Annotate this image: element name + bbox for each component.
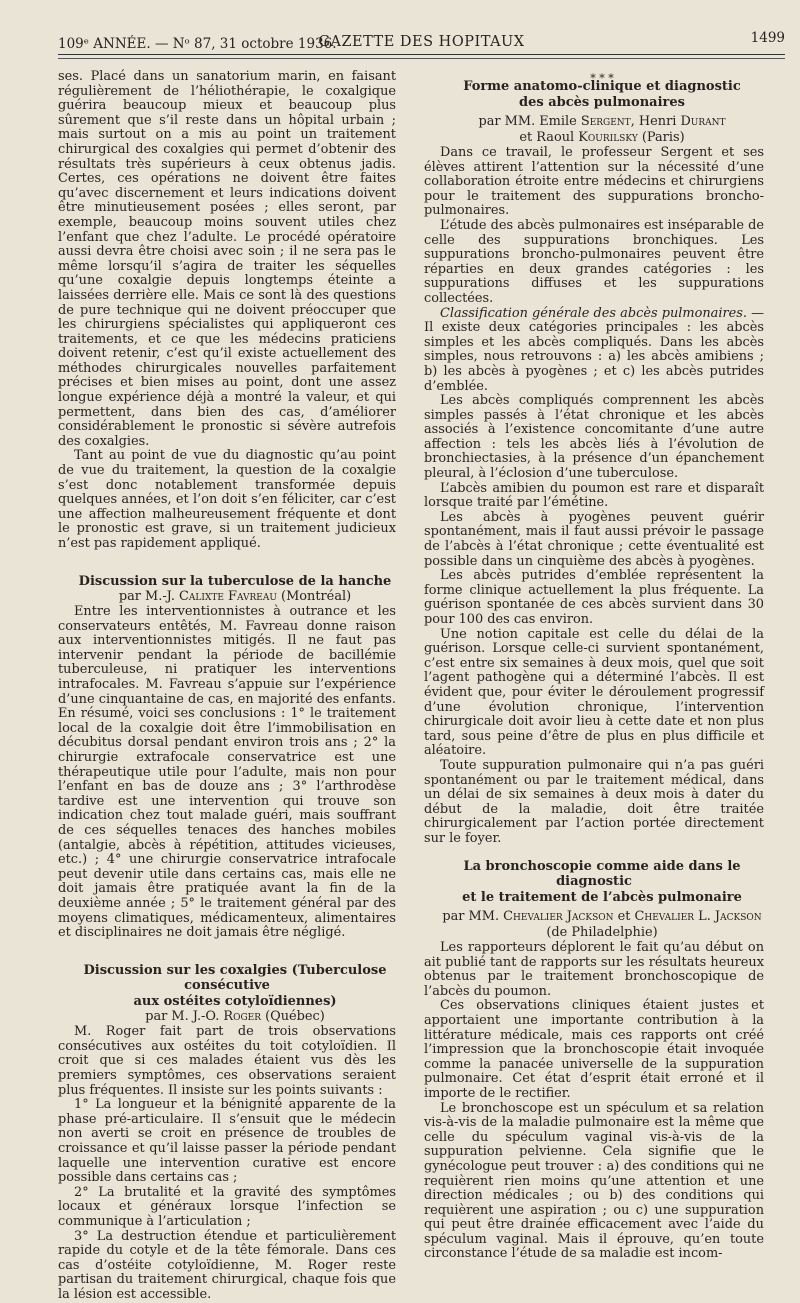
byline-separator: , Henri — [630, 114, 681, 129]
paragraph-text: — Il existe deux catégories principales : les abcès simples et les abcès compliqués. Dans les abcès simples, nous retrouvons : a) les abcès amibiens ; b) les abcès à pyogènes ; et c) les abcès putrides d’emblée. — [424, 305, 764, 394]
paragraph: Les abcès compliqués comprennent les abcès simples passés à l’état chronique et les abcès associés à l’existence concomitante d’une autre affection : tels les abcès liés à l’évolution de bronchiectasies, à la présence d’un épanchement pleural, à l’éclosion d’une tuberculose. — [424, 393, 764, 482]
journal-title: GAZETTE DES HOPITAUX — [318, 34, 525, 50]
section-title-line1: Discussion sur les coxalgies (Tuberculose consécutive — [83, 962, 387, 994]
section-title-line2: et le traitement de l’abcès pulmonaire — [462, 889, 742, 905]
page-header — [58, 28, 785, 54]
author-location: (Québec) — [261, 1009, 325, 1025]
page-number: 1499 — [750, 30, 785, 46]
paragraph — [424, 307, 764, 395]
paragraph: Une notion capitale est celle du délai de la guérison. Lorsque celle-ci survient spontanément, c’est entre six semaines à deux mois, quel que soit l’agent pathogène qui a déterminé l’abcès. Il est évident que, pour éviter le déroulement progressif d’une évolution chronique, l’intervention chirurgicale doit avoir lieu à cette date et non plus tard, sous peine d’être de plus en plus difficile et aléatoire. — [424, 626, 764, 759]
paragraph: M. Roger fait part de trois observations consécutives aux ostéites du toit cotyloïdien. Il croit que si ces malades étaient vus dès les premiers symptômes, ces observations seraient plus fréquentes. Il insiste sur les points suivants : — [58, 1024, 396, 1098]
paragraph: Les abcès à pyogènes peuvent guérir spontanément, mais il faut aussi prévoir le passage de l’abcès à l’état chronique ; cette éventualité est possible dans un cinquième des abcès à pyogènes. — [424, 509, 764, 569]
paragraph: L’étude des abcès pulmonaires est inséparable de celle des suppurations bronchiques. Les suppurations broncho-pulmonaires peuvent être réparties en deux grandes catégories : les suppurations diffuses et les suppurations collectées. — [424, 217, 764, 306]
author-name: Kourilsky — [578, 130, 638, 145]
byline-line1 — [424, 909, 764, 925]
paragraph: ses. Placé dans un sanatorium marin, en faisant régulièrement de l’héliothérapie, le coxalgique guérira beaucoup mieux et beaucoup plus sûrement que s’il reste dans un hôpital urbain ; mais surtout on a mis au point un traitement chirurgical des coxalgies qui permet d’obtenir des résultats très supérieurs à ceux obtenus jadis. Certes, ces opérations ne doivent être faites qu’avec discernement et leurs indications doivent être minutieusement posées ; elles seront, par exemple, beaucoup moins souvent utiles chez l’enfant que chez l’adulte. Le procédé opératoire aussi devra être choisi avec soin ; il ne sera pas le même lorsqu’il s’agira de traiter les séquelles qu’une coxalgie depuis longtemps éteinte a laissées derrière elle. Mais ce sont là des questions de pure technique qui ne doivent préoccuper que les chirurgiens spécialistes qui appliqueront ces traitements, et ce que les médecins praticiens doivent retenir, c’est qu’il existe actuellement des méthodes chirurgicales nouvelles parfaitement précises et bien mises au point, dont une assez longue expérience déjà a montré la valeur, et qui permettent, dans bien des cas, d’améliorer considérablement le pronostic si sévère autrefois des coxalgies. — [58, 69, 396, 449]
subsection-heading: Classification générale des abcès pulmonaires. — [440, 305, 747, 321]
paragraph: Ces observations cliniques étaient justes et apportaient une importante contribution à la littérature médicale, mais ces rapports ont créé l’impression que la bronchoscopie était invoquée comme la panacée universelle de la suppuration pulmonaire. Cet état d’esprit était erroné et il importe de le rectifier. — [424, 998, 764, 1101]
author-name: Roger — [223, 1009, 262, 1025]
section-title-line1: La bronchoscopie comme aide dans le diagnostic — [463, 858, 741, 889]
section-title-line2: des abcès pulmonaires — [519, 94, 685, 110]
byline — [58, 589, 396, 605]
paragraph: L’abcès amibien du poumon est rare et disparaît lorsque traité par l’émétine. — [424, 480, 764, 511]
byline-prefix: par MM. — [442, 909, 504, 924]
author-location: (Paris) — [637, 130, 685, 145]
list-paragraph: 3° La destruction étendue et particulièrement rapide du cotyle et de la tête fémorale. Dans ces cas d’ostéite cotyloïdienne, M. Roger reste partisan du traitement chirurgical, chaque fois que la lésion est accessible. — [58, 1228, 396, 1302]
header-rule — [58, 54, 785, 55]
paragraph: Les abcès putrides d’emblée représentent la forme clinique actuellement la plus fréquente. La guérison spontanée de ces abcès survient dans 30 pour 100 des cas environ. — [424, 568, 764, 627]
section-title-line1: Forme anatomo-clinique et diagnostic — [463, 79, 741, 94]
issue-info: 109ᵉ ANNÉE. — Nᵒ 87, 31 octobre 1936. — [58, 36, 337, 52]
byline-line1 — [424, 114, 764, 130]
author-location: (de Philadelphie) — [546, 925, 658, 940]
list-paragraph: 2° La brutalité et la gravité des symptômes locaux et généraux lorsque l’infection se communique à l’articulation ; — [58, 1184, 396, 1229]
author-name: Chevalier Jackson — [503, 909, 614, 924]
paragraph: Entre les interventionnistes à outrance et les conservateurs entêtés, M. Favreau donne raison aux interventionnistes mitigés. Il ne faut pas intervenir pendant la période de bacillémie tuberculeuse, ni pratiquer les interventions intrafocales. M. Favreau s’appuie sur l’expérience d’une cinquantaine de cas, en majorité des enfants. En résumé, voici ses conclusions : 1° le traitement local de la coxalgie doit être l’immobilisation en décubitus dorsal pendant environ trois ans ; 2° la chirurgie extrafocale conservatrice est une thérapeutique utile pour l’adulte, mais non pour l’enfant en bas de douze ans ; 3° l’arthrodèse tardive est une intervention qui trouve son indication chez tout malade guéri, mais souffrant de ces séquelles tenaces des hanches mobiles (antalgie, abcès à répétition, attitudes vicieuses, etc.) ; 4° une chirurgie conservatrice intrafocale peut devenir utile dans certains cas, mais elle ne doit jamais être pratiquée avant la fin de la deuxième année ; 5° le traitement général par des moyens climatiques, médicamenteux, alimentaires et disciplinaires ne doit jamais être négligé. — [58, 604, 396, 941]
author-location: (Montréal) — [276, 589, 352, 605]
byline-prefix: par MM. Emile — [478, 114, 581, 129]
header-rule-secondary — [58, 58, 785, 59]
paragraph: Toute suppuration pulmonaire qui n’a pas guéri spontanément ou par le traitement médical, dans un délai de six semaines à deux mois à dater du début de la maladie, doit être traitée chirurgicalement par l’action portée directement sur le foyer. — [424, 757, 764, 846]
author-name: Chevalier L. Jackson — [634, 909, 762, 924]
section-title: Discussion sur la tuberculose de la hanche — [78, 573, 392, 589]
byline-line2 — [424, 130, 764, 146]
list-paragraph: 1° La longueur et la bénignité apparente de la phase pré-articulaire. Il s’ensuit que le médecin non averti se croit en présence de troubles de croissance et qu’il laisse passer la période pendant laquelle une intervention curative est encore possible dans certains cas ; — [58, 1097, 396, 1186]
paragraph: Tant au point de vue du diagnostic qu’au point de vue du traitement, la question de la coxalgie s’est donc notablement transformée depuis quelques années, et l’on doit s’en féliciter, car c’est une affection malheureusement fréquente et dont le pronostic est grave, si un traitement judicieux n’est pas rapidement appliqué. — [58, 448, 396, 551]
paragraph: Le bronchoscope est un spéculum et sa relation vis-à-vis de la maladie pulmonaire est la même que celle du spéculum vaginal vis-à-vis de la suppuration pelvienne. Cela signifie que le gynécologue peut trouver : a) des conditions qui ne requièrent rien moins qu’une attention et une direction médicales ; ou b) des conditions qui requièrent une aspiration ; ou c) une suppuration qui peut être drainée efficacement avec l’aide du spéculum vaginal. Mais il éprouve, qu’en toute circonstance l’étude de sa maladie est incom- — [424, 1100, 764, 1262]
paragraph: Les rapporteurs déplorent le fait qu’au début on ait publié tant de rapports sur les résultats heureux obtenus par le traitement bronchoscopique de l’abcès du poumon. — [424, 940, 764, 999]
section-title-line2: aux ostéites cotyloïdiennes) — [133, 993, 337, 1009]
right-column — [424, 70, 764, 1262]
byline-prefix: par M. J.-O. — [145, 1009, 224, 1025]
section-separator-asterism: ⁎ ⁎ ⁎ — [590, 68, 614, 81]
byline-prefix: par M.-J. — [118, 589, 180, 605]
paragraph: Dans ce travail, le professeur Sergent et ses élèves attirent l’attention sur la nécessité d’une collaboration étroite entre médecins et chirurgiens pour le traitement des suppurations broncho-pulmonaires. — [424, 145, 764, 219]
author-name: Sergent — [580, 114, 631, 129]
author-name: Calixte Favreau — [179, 589, 277, 605]
byline-prefix: et Raoul — [519, 130, 579, 145]
byline-separator: et — [613, 909, 635, 924]
author-name: Durant — [680, 114, 726, 129]
left-column — [58, 70, 396, 1303]
byline — [58, 1009, 396, 1025]
